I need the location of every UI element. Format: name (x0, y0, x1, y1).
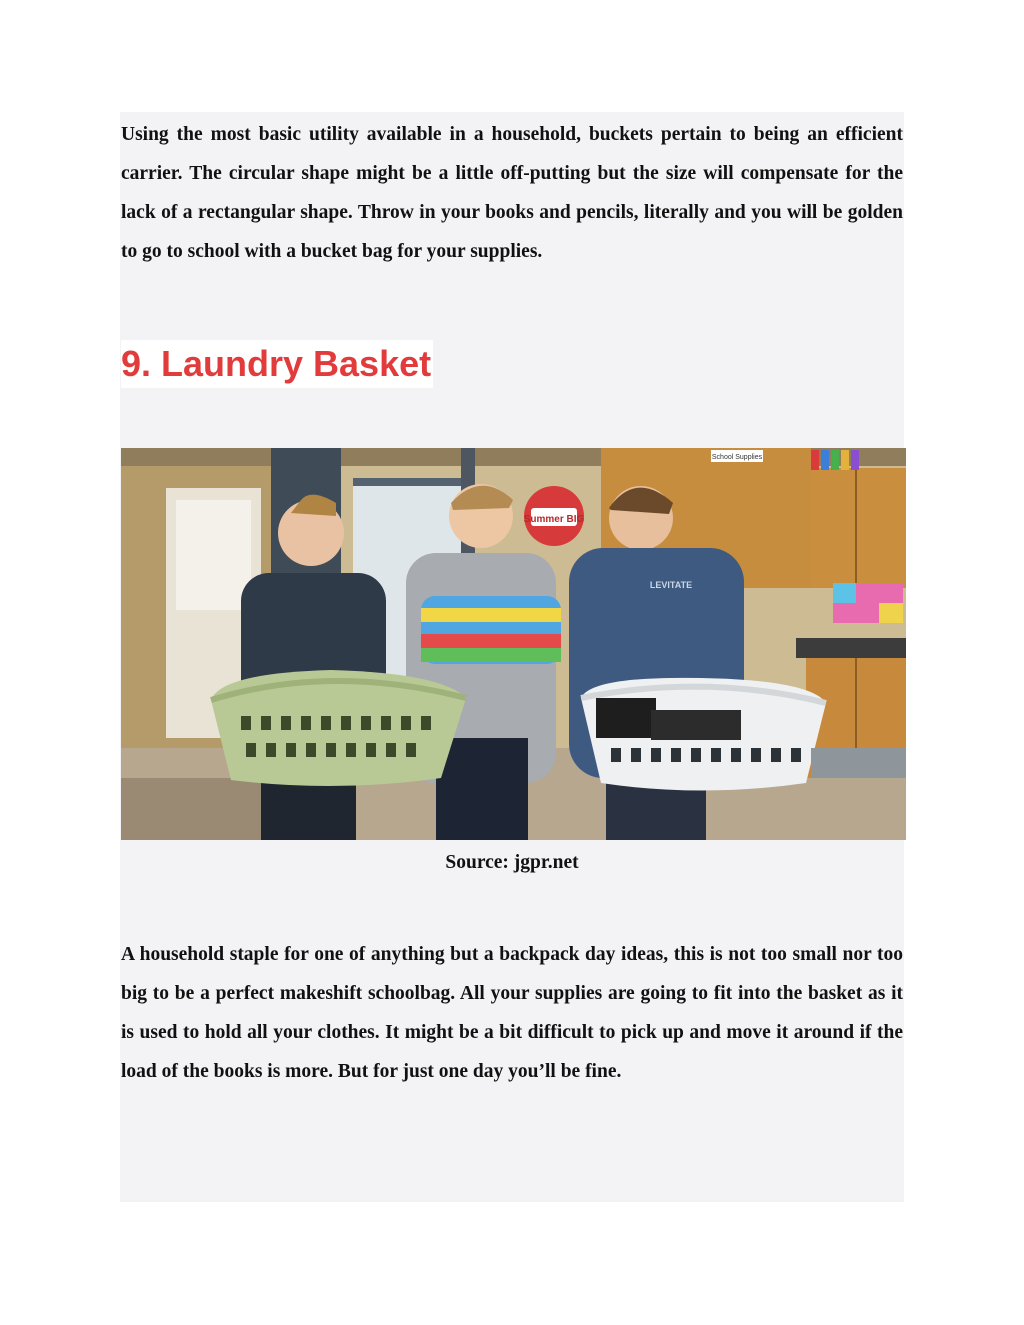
sweatshirt-text: LEVITATE (649, 580, 693, 590)
apple-sign-text: Summer BIG (523, 514, 585, 525)
section-heading: 9. Laundry Basket (121, 340, 433, 388)
image-caption: Source: jgpr.net (445, 852, 579, 873)
article-photo (121, 448, 906, 840)
shelf-label-text: School Supplies (711, 454, 763, 461)
body-paragraph: A household staple for one of anything but a backpack day ideas, this is not too small nor too big to be a perfect makeshift schoolbag. All your supplies are going to fit into the basket as it is used to hold all your clothes. It might be a bit difficult to pick up and move it around if the load of the books is more. But for just one day you’ll be fine. (121, 944, 903, 1082)
intro-paragraph: Using the most basic utility available in a household, buckets pertain to being an efficient carrier. The circular shape might be a little off-putting but the size will compensate for the lack of a rectangular shape. Throw in your books and pencils, literally and you will be golden to go to school with a bucket bag for your supplies. (121, 124, 903, 262)
photo-illustration (121, 448, 906, 840)
